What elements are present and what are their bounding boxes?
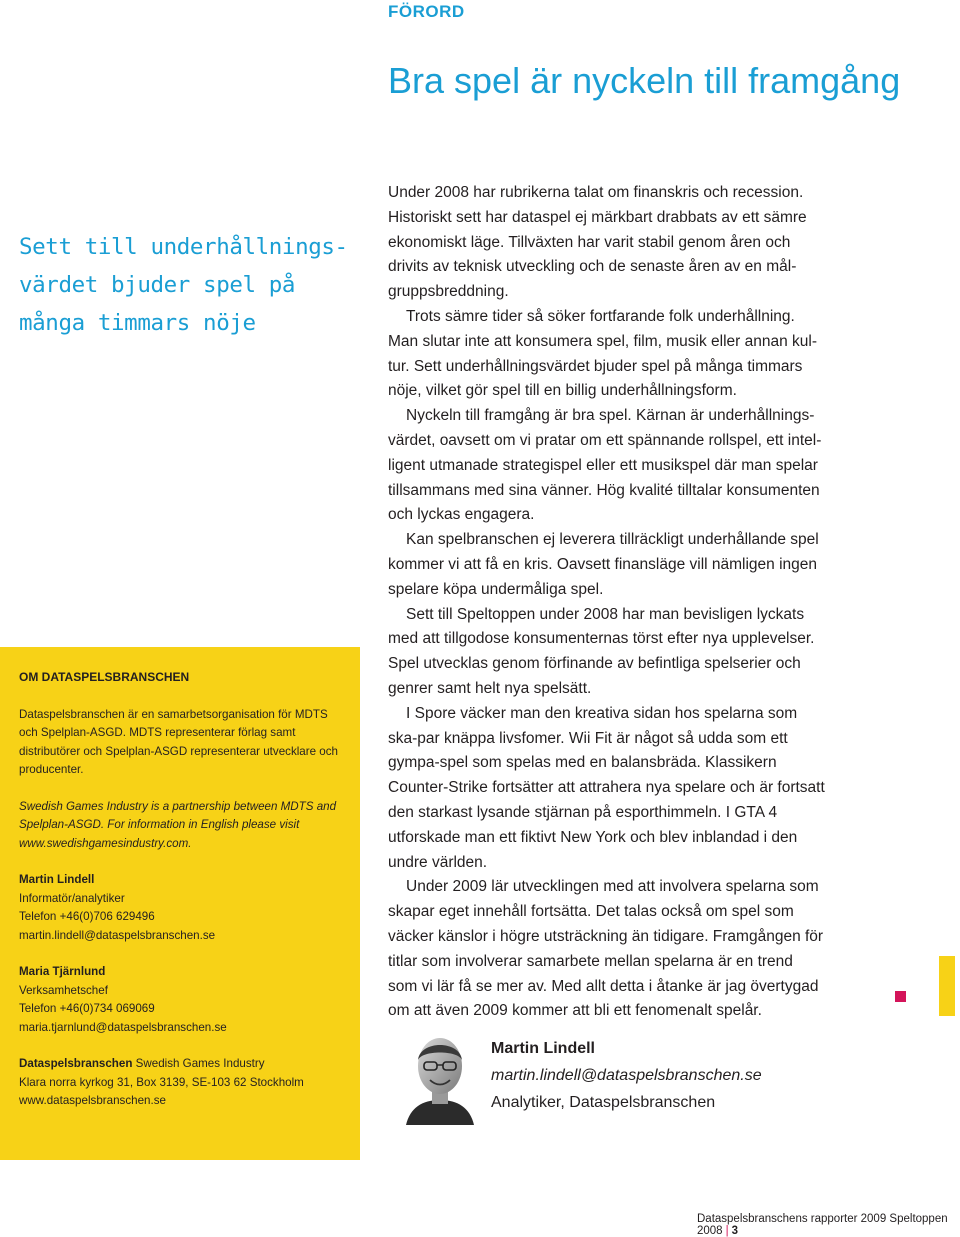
org-address [19,1055,341,1111]
body-paragraph: Under 2008 har rubrikerna talat om finanskris och recession. Historiskt sett har dataspel ej märkbart drabbats av ett sämre ekonomiskt läge. Tillväxten har varit stabil genom åren och drivits av teknisk utveckling och de senaste åren av en mål-gruppsbreddning. [388,184,807,301]
about-english: Swedish Games Industry is a partnership between MDTS and Spelplan-ASGD. For information in English please visit www.swedishgamesindustry.com. [19,799,337,850]
footer-separator: | [725,1225,729,1237]
contact-phone: Telefon +46(0)706 629496 [19,910,155,923]
page-number: 3 [731,1225,738,1237]
signature-name: Martin Lindell [491,1040,595,1057]
contact-role: Informatör/analytiker [19,891,125,905]
org-label: Dataspelsbranschen [19,1057,133,1070]
author-portrait [400,1030,480,1125]
contact-card [19,871,341,945]
pull-quote: Sett till underhållnings- värdet bjuder spel på många timmars nöje [19,234,348,336]
contact-phone: Telefon +46(0)734 069069 [19,1002,155,1015]
about-box [0,647,360,1160]
contact-email[interactable]: maria.tjarnlund@dataspelsbranschen.se [19,1020,227,1034]
contact-card [19,963,341,1037]
contact-email[interactable]: martin.lindell@dataspelsbranschen.se [19,928,216,942]
article-body [388,181,825,1024]
about-box-title: OM DATASPELSBRANSCHEN [19,670,190,684]
page-footer [697,1213,960,1237]
org-website[interactable]: www.dataspelsbranschen.se [19,1094,166,1107]
page-edge-bar [939,956,955,1016]
contact-role: Verksamhetschef [19,983,108,997]
end-mark-icon [895,991,906,1002]
body-paragraph: Kan spelbranschen ej leverera tillräckligt underhållande spel kommer vi att få en kris. Oavsett finansläge vill nämligen ingen spelare köpa undermåliga spel. [388,531,819,598]
signature-title: Analytiker, Dataspelsbranschen [491,1094,716,1111]
page-title: Bra spel är nyckeln till framgång [388,60,901,101]
org-street: Klara norra kyrkog 31, Box 3139, SE-103 62 Stockholm [19,1075,304,1089]
contact-name: Maria Tjärnlund [19,965,106,978]
body-paragraph: Nyckeln till framgång är bra spel. Kärnan är underhållnings-värdet, oavsett om vi pratar om ett spännande rollspel, ett intel-ligent utmanade strategispel eller ett musikspel där man spelar tillsammans med sina vänner. Hög kvalité tilltalar konsumenten och lyckas engagera. [388,407,822,524]
signature-email[interactable]: martin.lindell@dataspelsbranschen.se [491,1067,762,1084]
body-paragraph: Sett till Speltoppen under 2008 har man bevisligen lyckats med att tillgodose konsumenternas törst efter nya upplevelser. Spel utvecklas genom förfinande av befintliga spelserier och genrer samt helt nya spelsätt. [388,605,815,697]
org-name: Swedish Games Industry [132,1057,265,1070]
body-paragraph: I Spore väcker man den kreativa sidan hos spelarna som ska-par knäppa livsfomer. Wii Fit är något så udda som ett gympa-spel som spelas med en balansbräda. Klassikern Counter-Strike fortsätter att attrahera nya spelare och är fortsatt den starkast lysande stjärnan på esporthimmeln. I GTA 4 utforskade man ett fiktivt New York och blev inblandad i den undre världen. [388,704,825,871]
body-paragraph: Trots sämre tider så söker fortfarande folk underhållning. Man slutar inte att konsumera spel, film, musik eller annan kul-tur. Sett underhållningsvärdet bjuder spel på många timmars nöje, vilket gör spel till en billig underhållningsform. [388,307,818,400]
contact-name: Martin Lindell [19,873,95,886]
about-intro: Dataspelsbranschen är en samarbetsorganisation för MDTS och Spelplan-ASGD. MDTS representerar förlag samt distributörer och Spelplan-ASGD representerar utvecklare och producenter. [19,707,338,776]
section-label: FÖRORD [388,2,465,21]
footer-text: Dataspelsbranschens rapporter 2009 Speltoppen 2008 [697,1213,948,1237]
signature [491,1035,831,1116]
body-paragraph: Under 2009 lär utvecklingen med att involvera spelarna som skapar eget innehåll fortsätta. Det talas också om spel som väcker känslor i högre utsträckning än tidigare. Framgången för titlar som involverar samarbete mellan spelarna är en trend som vi lär få se mer av. Med allt detta i åtanke är jag övertygad om att även 2009 kommer att bli ett fenomenalt spelår. [388,878,824,1020]
